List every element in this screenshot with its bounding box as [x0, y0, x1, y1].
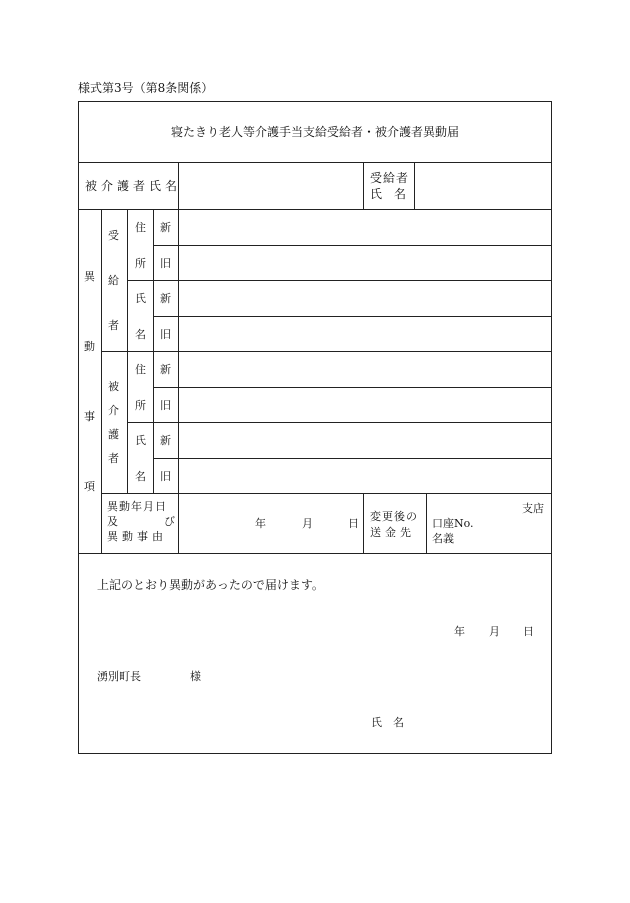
caree-char-4: 者 — [108, 452, 119, 465]
recipient-char-3: 者 — [108, 319, 119, 332]
caree-name-char-1: 氏 — [135, 434, 146, 447]
recipient-name-char-2: 名 — [135, 328, 146, 341]
addressee: 湧別町長 — [97, 670, 141, 683]
recipient-char-1: 受 — [108, 229, 119, 242]
change-date-label — [107, 501, 175, 542]
change-day-label: 日 — [348, 517, 359, 530]
recipient-name-char-1: 氏 — [135, 292, 146, 305]
change-date-line1: 異動年月日 — [107, 500, 167, 513]
section-char-2: 動 — [84, 340, 95, 353]
new-label: 新 — [160, 363, 171, 376]
caree-char-3: 護 — [108, 428, 119, 441]
recipient-char-2: 給 — [108, 274, 119, 287]
recipient-address-new-field[interactable] — [179, 210, 551, 245]
remittance-label-2: 送金先 — [370, 526, 415, 539]
change-month-label: 月 — [302, 517, 313, 530]
change-date-field[interactable] — [179, 494, 363, 553]
signer-name-label: 氏 名 — [371, 716, 404, 729]
signer-name-field[interactable] — [410, 708, 545, 734]
declaration-text: 上記のとおり異動があったので届けます。 — [97, 578, 324, 592]
change-year-label: 年 — [255, 517, 266, 530]
recipient-name-new-field[interactable] — [179, 281, 551, 316]
caree-char-2: 介 — [108, 404, 119, 417]
change-date-line2b: び — [164, 515, 175, 528]
declaration-month: 月 — [489, 625, 500, 638]
caree-name-label: 被介護者氏名 — [85, 179, 182, 193]
recipient-address-old-field[interactable] — [179, 246, 551, 280]
section-char-1: 異 — [84, 270, 95, 283]
remittance-label-1: 変更後の — [370, 510, 418, 523]
addressee-honorific: 様 — [190, 670, 201, 683]
recipient-address-char-1: 住 — [135, 221, 146, 234]
section-char-4: 項 — [84, 480, 95, 493]
recipient-name-label-2: 氏 名 — [370, 187, 407, 201]
caree-name-old-field[interactable] — [179, 459, 551, 493]
new-label: 新 — [160, 221, 171, 234]
caree-address-char-1: 住 — [135, 363, 146, 376]
branch-label: 支店 — [522, 502, 544, 515]
recipient-name-field[interactable] — [415, 163, 551, 209]
new-label: 新 — [160, 292, 171, 305]
caree-name-field[interactable] — [179, 163, 363, 209]
old-label: 旧 — [160, 257, 171, 270]
caree-name-char-2: 名 — [135, 470, 146, 483]
caree-address-char-2: 所 — [135, 399, 146, 412]
old-label: 旧 — [160, 399, 171, 412]
new-label: 新 — [160, 434, 171, 447]
account-holder-label: 名義 — [432, 532, 454, 545]
change-date-line2a: 及 — [107, 515, 118, 528]
account-number-label: 口座No. — [432, 517, 474, 530]
declaration-year: 年 — [454, 625, 465, 638]
recipient-name-label-1: 受給者 — [370, 171, 410, 185]
caree-name-new-field[interactable] — [179, 423, 551, 458]
caree-address-new-field[interactable] — [179, 352, 551, 387]
old-label: 旧 — [160, 328, 171, 341]
form-title: 寝たきり老人等介護手当支給受給者・被介護者異動届 — [170, 125, 459, 139]
declaration-day: 日 — [523, 625, 534, 638]
form-number: 様式第3号（第8条関係） — [78, 81, 214, 95]
caree-address-old-field[interactable] — [179, 388, 551, 422]
old-label: 旧 — [160, 470, 171, 483]
section-char-3: 事 — [84, 410, 95, 423]
caree-char-1: 被 — [108, 380, 119, 393]
recipient-address-char-2: 所 — [135, 257, 146, 270]
change-date-line3: 異動事由 — [107, 530, 167, 543]
recipient-name-old-field[interactable] — [179, 317, 551, 351]
